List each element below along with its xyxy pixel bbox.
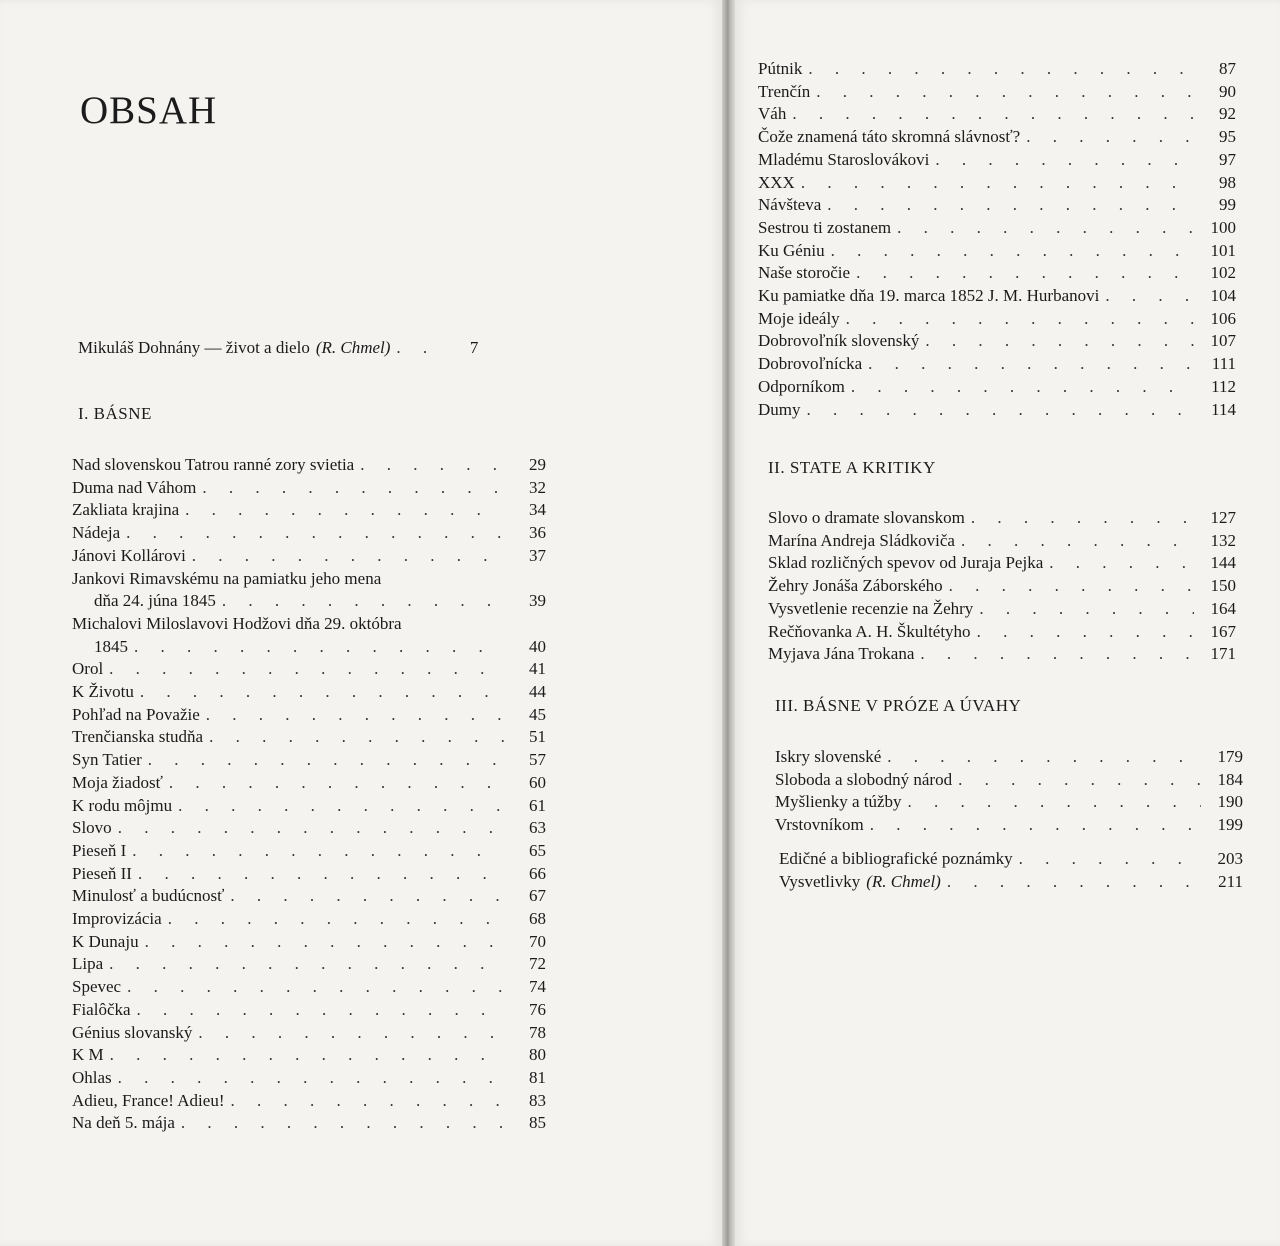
toc-entry-title: Dumy — [758, 399, 801, 419]
toc-entry-title: Vysvetlivky — [779, 871, 861, 891]
toc-entry-title: Mikuláš Dohnány — život a dielo — [78, 338, 310, 357]
toc-entry-title: Pieseň I — [72, 840, 127, 860]
toc-entry-page: 72 — [529, 954, 546, 974]
toc-entry — [758, 58, 1236, 81]
toc-entry-title: Sestrou ti zostanem — [758, 217, 892, 237]
dot-leader — [925, 330, 1194, 353]
toc-entry — [72, 795, 546, 818]
toc-entry-title: Slovo — [72, 818, 112, 838]
toc-entry-page: 100 — [1210, 217, 1236, 237]
toc-entry-page: 65 — [529, 840, 546, 860]
toc-entry-page: 107 — [1210, 331, 1236, 351]
dot-leader — [202, 477, 504, 500]
toc-entry-title: Pohľad na Považie — [72, 704, 200, 724]
toc-entry-title: Mladému Staroslovákovi — [758, 149, 930, 169]
toc-entry-page: 85 — [529, 1113, 546, 1133]
toc-entry-title: Improvizácia — [72, 909, 162, 929]
toc-entry-title: Marína Andreja Sládkoviča — [768, 530, 955, 550]
dot-leader — [148, 749, 504, 772]
toc-entry-page: 164 — [1210, 598, 1236, 618]
dot-leader — [808, 58, 1194, 81]
toc-entry-title: Fialôčka — [72, 999, 131, 1019]
toc-entry — [758, 353, 1236, 376]
dot-leader — [140, 681, 504, 704]
toc-entry-title: Sloboda a slobodný národ — [775, 769, 953, 789]
toc-entry-title: Na deň 5. mája — [72, 1113, 175, 1133]
toc-entry — [758, 285, 1236, 308]
toc-entry-page: 78 — [529, 1022, 546, 1042]
toc-entry-page: 199 — [1217, 815, 1243, 835]
toc-entry-title-continued: dňa 24. júna 1845 — [94, 591, 216, 611]
toc-entry-title: Vysvetlenie recenzie na Žehry — [768, 598, 974, 618]
toc-entry-title: Iskry slovenské — [775, 747, 882, 766]
toc-entry — [758, 194, 1236, 217]
toc-entry-page: 104 — [1210, 286, 1236, 306]
toc-list-essays — [768, 507, 1236, 666]
toc-entry — [72, 568, 546, 613]
toc-entry-title: Myšlienky a túžby — [775, 792, 902, 812]
toc-entry — [72, 1044, 546, 1067]
right-page — [735, 0, 1280, 1246]
dot-leader — [908, 791, 1201, 814]
toc-entry-page: 32 — [529, 477, 546, 497]
toc-entry-page: 34 — [529, 500, 546, 520]
dot-leader — [935, 149, 1194, 172]
dot-leader — [222, 590, 504, 613]
toc-entry-title: Odporníkom — [758, 376, 845, 396]
toc-entry-title: Nádeja — [72, 523, 121, 543]
toc-entry — [72, 681, 546, 704]
dot-leader — [127, 976, 504, 999]
toc-entry-page: 39 — [529, 591, 546, 611]
toc-entry-title: Moja žiadosť — [72, 772, 163, 792]
toc-entry-title: Jankovi Rimavskému na pamiatku jeho mena — [72, 568, 382, 588]
toc-entry-page: 98 — [1219, 172, 1236, 192]
toc-entry — [72, 953, 546, 976]
toc-entry — [768, 507, 1236, 530]
dot-leader — [230, 885, 504, 908]
toc-entry-title: Naše storočie — [758, 263, 851, 283]
dot-leader — [132, 840, 504, 863]
toc-list-back-matter — [779, 848, 1243, 893]
toc-entry — [72, 885, 546, 908]
dot-leader — [949, 575, 1194, 598]
toc-entry-page: 211 — [1218, 871, 1243, 891]
toc-entry-title: Myjava Jána Trokana — [768, 644, 915, 664]
toc-entry-title: Vrstovníkom — [775, 815, 864, 835]
dot-leader — [169, 772, 504, 795]
toc-entry-title: K rodu môjmu — [72, 795, 173, 815]
toc-entry — [768, 621, 1236, 644]
toc-entry-page: 45 — [529, 704, 546, 724]
toc-entry-page: 41 — [529, 659, 546, 679]
toc-entry-title: Minulosť a budúcnosť — [72, 886, 225, 906]
dot-leader — [206, 704, 504, 727]
toc-entry — [72, 704, 546, 727]
toc-entry-page: 112 — [1211, 376, 1236, 396]
toc-entry-title: Orol — [72, 659, 104, 679]
toc-entry-page: 87 — [1219, 59, 1236, 78]
dot-leader — [1105, 285, 1194, 308]
toc-entry — [758, 149, 1236, 172]
toc-entry-page: 60 — [529, 772, 546, 792]
toc-entry-title: XXX — [758, 172, 795, 192]
toc-entry-page: 99 — [1219, 195, 1236, 215]
toc-entry-page: 150 — [1210, 576, 1236, 596]
dot-leader — [816, 81, 1194, 104]
toc-entry-author: (R. Chmel) — [866, 871, 941, 891]
dot-leader — [827, 194, 1194, 217]
dot-leader — [109, 658, 504, 681]
dot-leader — [209, 726, 504, 749]
toc-entry-page: 97 — [1219, 149, 1236, 169]
toc-list-continued — [758, 58, 1236, 421]
toc-entry-page: 37 — [529, 545, 546, 565]
section-heading: I. BÁSNE — [78, 404, 152, 423]
toc-entry-title: Nad slovenskou Tatrou ranné zory svietia — [72, 455, 355, 474]
toc-list-poems — [72, 454, 546, 1135]
toc-entry-page: 190 — [1217, 792, 1243, 812]
dot-leader — [887, 746, 1201, 769]
toc-entry-title: Lipa — [72, 954, 104, 974]
toc-entry-page: 106 — [1210, 308, 1236, 328]
toc-entry-page: 179 — [1217, 747, 1243, 766]
dot-leader — [185, 499, 504, 522]
toc-entry — [72, 840, 546, 863]
toc-entry-page: 95 — [1219, 127, 1236, 147]
toc-entry — [775, 746, 1243, 769]
toc-entry-title: Syn Tatier — [72, 750, 142, 770]
toc-entry-page: 74 — [529, 977, 546, 997]
dot-leader — [134, 636, 504, 659]
toc-entry-page: 144 — [1210, 553, 1236, 573]
dot-leader — [1026, 126, 1194, 149]
toc-entry — [72, 477, 546, 500]
toc-entry-title: Zakliata krajina — [72, 500, 180, 520]
section-heading: III. BÁSNE V PRÓZE A ÚVAHY — [775, 696, 1022, 715]
toc-entry-title: Návšteva — [758, 195, 822, 215]
dot-leader — [947, 871, 1201, 894]
toc-list-prose — [775, 746, 1243, 837]
toc-entry-title: Adieu, France! Adieu! — [72, 1090, 225, 1110]
toc-entry — [72, 1022, 546, 1045]
dot-leader — [230, 1090, 504, 1113]
toc-entry-title: Pútnik — [758, 59, 803, 78]
toc-entry — [72, 658, 546, 681]
dot-leader — [870, 814, 1201, 837]
toc-entry — [72, 522, 546, 545]
dot-leader — [851, 376, 1194, 399]
dot-leader — [110, 1044, 504, 1067]
dot-leader — [897, 217, 1194, 240]
toc-entry-title: Ohlas — [72, 1067, 112, 1087]
toc-entry-title: Sklad rozličných spevov od Juraja Pejka — [768, 553, 1044, 573]
toc-entry — [758, 308, 1236, 331]
toc-entry — [72, 931, 546, 954]
dot-leader — [360, 454, 504, 477]
toc-entry — [72, 863, 546, 886]
dot-leader — [109, 953, 504, 976]
dot-leader — [396, 338, 436, 358]
toc-entry — [758, 126, 1236, 149]
toc-entry-page: 63 — [529, 818, 546, 838]
toc-entry-title: Duma nad Váhom — [72, 477, 197, 497]
toc-entry — [72, 1067, 546, 1090]
toc-entry — [758, 376, 1236, 399]
dot-leader — [118, 1067, 504, 1090]
toc-entry-title: Slovo o dramate slovanskom — [768, 508, 965, 527]
toc-intro-entry — [78, 338, 556, 358]
toc-entry — [779, 848, 1243, 871]
toc-entry-page: 92 — [1219, 104, 1236, 124]
toc-entry-title: Génius slovanský — [72, 1022, 193, 1042]
toc-entry — [758, 262, 1236, 285]
dot-leader — [145, 931, 504, 954]
toc-entry — [72, 726, 546, 749]
toc-entry — [72, 1090, 546, 1113]
toc-entry-title: Spevec — [72, 977, 122, 997]
toc-entry — [72, 613, 546, 658]
toc-entry — [758, 217, 1236, 240]
dot-leader — [1049, 552, 1194, 575]
toc-entry — [775, 814, 1243, 837]
toc-entry-page: 83 — [529, 1090, 546, 1110]
toc-entry — [779, 871, 1243, 894]
toc-entry-page: 101 — [1210, 240, 1236, 260]
toc-entry-page: 66 — [529, 863, 546, 883]
toc-entry-title: Ku Géniu — [758, 240, 825, 260]
toc-entry-page: 57 — [529, 750, 546, 770]
dot-leader — [181, 1112, 504, 1135]
toc-entry-page: 171 — [1210, 644, 1236, 664]
toc-entry-title: K M — [72, 1045, 104, 1065]
toc-entry-page: 70 — [529, 931, 546, 951]
toc-entry-page: 167 — [1210, 621, 1236, 641]
toc-entry-title: Edičné a bibliografické poznámky — [779, 849, 1013, 868]
toc-entry — [758, 330, 1236, 353]
dot-leader — [807, 399, 1195, 422]
toc-entry-title: Váh — [758, 104, 787, 124]
toc-entry-title: Dobrovoľnícka — [758, 354, 863, 374]
dot-leader — [1019, 848, 1201, 871]
toc-entry — [72, 1112, 546, 1135]
toc-entry — [758, 172, 1236, 195]
toc-entry-title: Trenčianska studňa — [72, 727, 204, 747]
toc-entry-title: Jánovi Kollárovi — [72, 545, 186, 565]
toc-entry-title: Moje ideály — [758, 308, 840, 328]
toc-entry-title: Čože znamená táto skromná slávnosť? — [758, 127, 1021, 147]
toc-entry-author: (R. Chmel) — [315, 338, 391, 357]
toc-entry-title: Žehry Jonáša Záborského — [768, 576, 943, 596]
page-title: OBSAH — [80, 89, 218, 132]
toc-entry — [758, 81, 1236, 104]
toc-entry — [72, 999, 546, 1022]
dot-leader — [961, 530, 1194, 553]
toc-entry-page: 203 — [1217, 849, 1243, 868]
dot-leader — [168, 908, 504, 931]
dot-leader — [971, 507, 1194, 530]
toc-entry — [768, 643, 1236, 666]
toc-entry — [775, 791, 1243, 814]
toc-entry-title: Pieseň II — [72, 863, 132, 883]
toc-entry-page: 102 — [1210, 263, 1236, 283]
toc-entry — [72, 499, 546, 522]
dot-leader — [920, 643, 1194, 666]
dot-leader — [198, 1022, 504, 1045]
toc-entry-page: 40 — [529, 636, 546, 656]
toc-entry-title: K Životu — [72, 682, 134, 702]
toc-entry-page: 132 — [1210, 530, 1236, 550]
toc-entry — [768, 575, 1236, 598]
dot-leader — [977, 621, 1194, 644]
toc-entry — [768, 530, 1236, 553]
dot-leader — [801, 172, 1194, 195]
toc-entry — [72, 817, 546, 840]
dot-leader — [846, 308, 1194, 331]
dot-leader — [138, 863, 504, 886]
book-gutter — [722, 0, 735, 1246]
toc-entry — [72, 772, 546, 795]
toc-entry-page: 36 — [529, 523, 546, 543]
toc-entry-page: 184 — [1217, 769, 1243, 789]
toc-entry — [72, 749, 546, 772]
toc-entry-title-continued: 1845 — [94, 636, 128, 656]
toc-entry-page: 68 — [529, 909, 546, 929]
dot-leader — [192, 545, 504, 568]
toc-entry-page: 90 — [1219, 81, 1236, 101]
toc-entry-page: 44 — [529, 682, 546, 702]
toc-entry — [768, 598, 1236, 621]
dot-leader — [792, 103, 1194, 126]
toc-entry-title: Trenčín — [758, 81, 811, 101]
toc-entry — [775, 769, 1243, 792]
dot-leader — [831, 240, 1194, 263]
dot-leader — [979, 598, 1194, 621]
toc-entry-page: 67 — [529, 886, 546, 906]
toc-entry-title: Ku pamiatke dňa 19. marca 1852 J. M. Hurbanovi — [758, 286, 1100, 306]
toc-entry-page: 7 — [469, 338, 479, 357]
dot-leader — [137, 999, 504, 1022]
dot-leader — [126, 522, 504, 545]
toc-entry-page: 114 — [1211, 399, 1236, 419]
toc-entry-page: 111 — [1211, 354, 1236, 374]
toc-entry-title: Michalovi Miloslavovi Hodžovi dňa 29. októbra — [72, 613, 402, 633]
toc-entry — [72, 545, 546, 568]
dot-leader — [178, 795, 504, 818]
toc-entry-page: 76 — [529, 999, 546, 1019]
toc-entry-title: K Dunaju — [72, 931, 139, 951]
toc-entry — [768, 552, 1236, 575]
toc-entry-page: 80 — [529, 1045, 546, 1065]
toc-entry — [758, 240, 1236, 263]
toc-entry-page: 29 — [529, 455, 546, 474]
toc-entry — [72, 454, 546, 477]
toc-entry-page: 81 — [529, 1067, 546, 1087]
toc-entry — [72, 908, 546, 931]
dot-leader — [856, 262, 1194, 285]
toc-entry — [758, 103, 1236, 126]
dot-leader — [958, 769, 1201, 792]
dot-leader — [118, 817, 504, 840]
dot-leader — [868, 353, 1194, 376]
toc-entry — [758, 399, 1236, 422]
toc-entry-page: 127 — [1210, 508, 1236, 527]
section-heading: II. STATE A KRITIKY — [768, 458, 936, 477]
toc-entry-page: 61 — [529, 795, 546, 815]
toc-entry-page: 51 — [529, 727, 546, 747]
toc-entry-title: Rečňovanka A. H. Škultétyho — [768, 621, 971, 641]
toc-entry-title: Dobrovoľník slovenský — [758, 331, 920, 351]
toc-entry — [72, 976, 546, 999]
